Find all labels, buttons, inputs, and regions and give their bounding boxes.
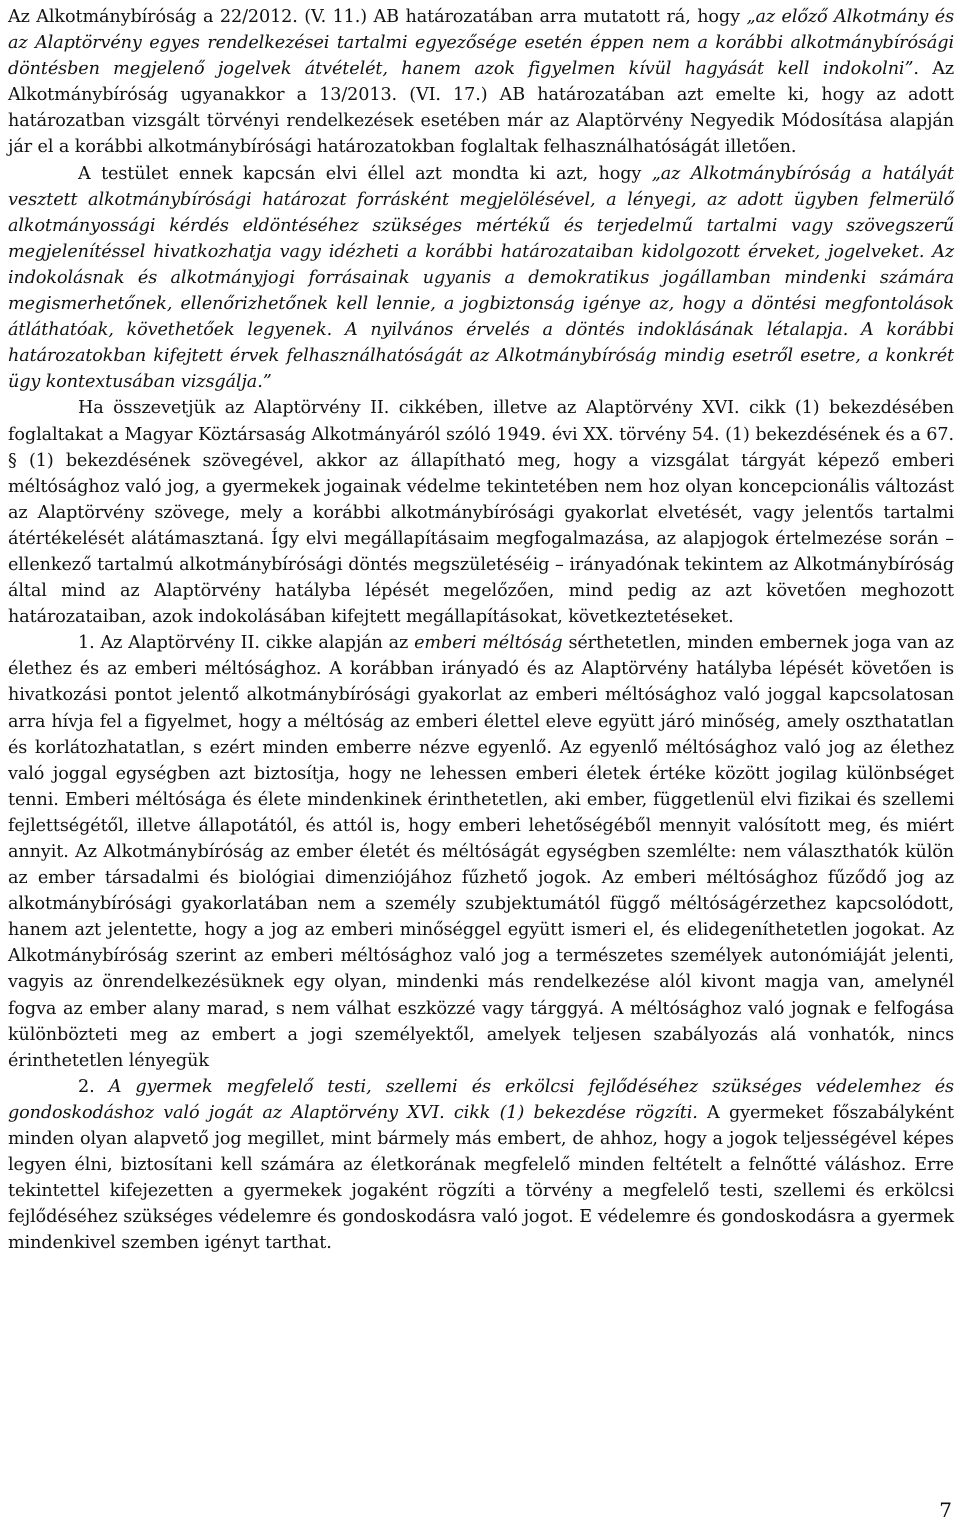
text-run: 2.	[78, 1076, 109, 1097]
paragraph-2	[8, 161, 954, 396]
page-number: 7	[939, 1498, 952, 1522]
text-run: A gyermeket főszabályként minden olyan alapvető jog megillet, mint bármely más embert, de ahhoz, hogy a jogok teljességével képes legyen élni, biztosítani kell számára az életkorának megfelelő minden feltételt a felnőtté váláshoz. Erre tekintettel kifejezetten a gyermekek jogaként rögzíti a törvény a megfelelő testi, szellemi és erkölcsi fejlődéséhez szükséges védelemre és gondoskodásra való jogot. E védelemre és gondoskodásra a gyermek mindenkivel szemben igényt tarthat.	[8, 1102, 954, 1254]
text-run: sérthetetlen, minden embernek joga van az élethez és az emberi méltósághoz. A korábban irányadó és az Alaptörvény hatályba lépését követően is hivatkozási pontot jelentő alkotmánybírósági gyakorlat az emberi méltósághoz való joggal kapcsolatosan arra hívja fel a figyelmet, hogy a méltóság az emberi élettel eleve együtt járó minőség, amely oszthatatlan és korlátozhatatlan, s ezért minden emberre nézve egyenlő. Az egyenlő méltósághoz való jog az élethez való joggal egységben azt biztosítja, hogy ne lehessen emberi életek értéke között jogilag különbséget tenni. Emberi méltósága és élete mindenkinek érinthetetlen, aki ember, függetlenül elvi fizikai és szellemi fejlettségétől, illetve állapotától, és attól is, hogy emberi lehetőségéből mennyit valósított meg, és miért annyit. Az Alkotmánybíróság az ember életét és méltóságát egységben szemlélte: nem választhatók külön az ember társadalmi és biológiai dimenziójához fűzhető jogok. Az emberi méltósághoz fűződő jog az alkotmánybírósági gyakorlatában nem a személy szubjektumától függő méltóságérzethez kapcsolódott, hanem azt jelentette, hogy a jog az emberi minőséggel együtt ismeri el, és elidegeníthetetlen jogokat. Az Alkotmánybíróság szerint az emberi méltósághoz való jog a természetes személyek autonómiáját jelenti, vagyis az önrendelkezésüknek egy olyan, mindenki más rendelkezése alól kivont magja van, amelynél fogva az ember alany marad, s nem válhat eszközzé vagy tárggyá. A méltósághoz való jognak e felfogása különbözteti meg az embert a jogi személyektől, amelyek teljesen szabályozás alá vonhatók, nincs érinthetetlen lényegük	[8, 633, 954, 1071]
text-run: 1. Az Alaptörvény II. cikke alapján az	[78, 633, 415, 654]
italic-text-run: „az előző Alkotmány és az Alaptörvény egyes rendelkezései tartalmi egyezősége esetén éppen nem a korábbi alkotmánybírósági döntésben megjelenő jogelvek átvételét, hanem azok figyelmen kívül hagyását kell indokolni”	[8, 7, 955, 80]
paragraph-4	[8, 630, 954, 1074]
document-body	[8, 4, 954, 1257]
italic-text-run: emberi méltóság	[414, 633, 563, 654]
document-page	[8, 4, 954, 1257]
paragraph-1	[8, 4, 954, 161]
paragraph-3	[8, 395, 954, 630]
text-run: Az Alkotmánybíróság a 22/2012. (V. 11.) AB határozatában arra mutatott rá, hogy	[8, 7, 747, 27]
paragraph-5	[8, 1074, 954, 1257]
text-run: . Az Alkotmánybíróság ugyanakkor a 13/2013. (VI. 17.) AB határozatában azt emelte ki, hogy az adott határozatban vizsgált törvényi rendelkezések esetében már az Alaptörvény Negyedik Módosítása alapján jár el a korábbi alkotmánybírósági határozatokban foglaltak felhasználhatóságát illetően.	[8, 59, 954, 158]
text-run: A testület ennek kapcsán elvi éllel azt mondta ki azt, hogy	[78, 163, 652, 184]
italic-text-run: Az indokolásnak és alkotmányjogi forrásainak ugyanis a demokratikus jogállamban mindenki számára megismerhetőnek, ellenőrizhetőnek kell lennie, a jogbiztonság igénye az, hogy a döntési megfontolások átláthatóak, követhetőek legyenek. A nyilvános érvelés a döntés indoklásának létalapja. A korábbi határozatokban kifejtett érvek felhasználhatóságát az Alkotmánybíróság mindig esetről esetre, a konkrét ügy kontextusában vizsgálja.”	[8, 241, 954, 393]
text-run: Ha összevetjük az Alaptörvény II. cikkében, illetve az Alaptörvény XVI. cikk (1) bekezdésében foglaltakat a Magyar Köztársaság Alkotmányáról szóló 1949. évi XX. törvény 54. (1) bekezdésének és a 67. § (1) bekezdésének szövegével, akkor az állapítható meg, hogy a vizsgálat tárgyát képező emberi méltósághoz való jog, a gyermekek jogainak védelme tekintetében nem hoz olyan koncepcionális változást az Alaptörvény szövege, mely a korábbi alkotmánybírósági gyakorlat elvetését, vagy jelentős tartalmi átértékelését alátámasztaná. Így elvi megállapításaim megfogalmazása, az alapjogok értelmezése során – ellenkező tartalmú alkotmánybírósági döntés megszületéséig – irányadónak tekintem az Alkotmánybíróság által mind az Alaptörvény hatályba lépését megelőzően, mind pedig az azt követően meghozott határozataiban, azok indokolásában kifejtett megállapításokat, következtetéseket.	[8, 398, 954, 628]
italic-text-run: „az Alkotmánybíróság a hatályát vesztett alkotmánybírósági határozat forrásként megjelölésével, a lényegi, az adott ügyben felmerülő alkotmányossági kérdés eldöntéséhez szükséges mértékű és terjedelmű tartalmi vagy szövegszerű megjelenítéssel hivatkozhatja vagy idézheti a korábbi határozataiban kidolgozott érveket, jogelveket.	[8, 163, 954, 262]
italic-text-run: A gyermek megfelelő testi, szellemi és erkölcsi fejlődéséhez szükséges védelemhez és gondoskodáshoz való jogát az Alaptörvény XVI. cikk (1) bekezdése rögzíti.	[8, 1076, 954, 1123]
